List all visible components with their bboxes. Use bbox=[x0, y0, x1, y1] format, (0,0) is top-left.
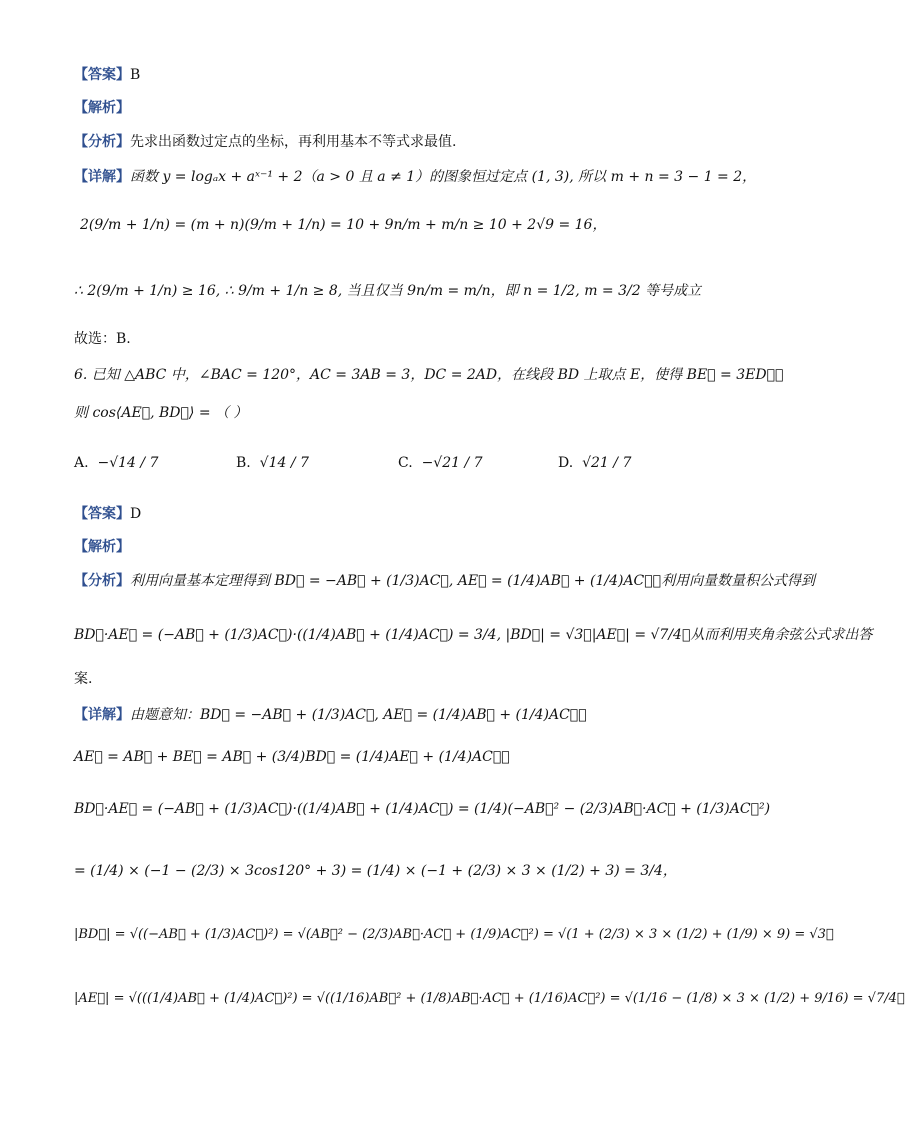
q5-fenxi-line: 【分析】先求出函数过定点的坐标，再利用基本不等式求最值. bbox=[74, 134, 457, 150]
option-d: D. √21 / 7 bbox=[558, 455, 632, 471]
q6-detail-line3: BD⃗·AE⃗ = (−AB⃗ + (1/3)AC⃗)·((1/4)AB⃗ + (1/4)AC⃗) = (1/4)(−AB⃗² − (2/3)AB⃗·AC⃗ + (1/3)AC⃗²) bbox=[74, 801, 771, 817]
q6-detail-line4: = (1/4) × (−1 − (2/3) × 3cos120° + 3) = (1/4) × (−1 + (2/3) × 3 × (1/2) + 3) = 3/4， bbox=[74, 863, 677, 879]
q6-fenxi-line3: 案. bbox=[74, 671, 93, 687]
q5-detail-line1: 【详解】函数 y = logₐx + aˣ⁻¹ + 2（a > 0 且 a ≠ 1）的图象恒过定点 (1, 3), 所以 m + n = 3 − 1 = 2， bbox=[74, 169, 757, 185]
answer-value: B bbox=[130, 67, 141, 83]
q6-fenxi-line2: BD⃗·AE⃗ = (−AB⃗ + (1/3)AC⃗)·((1/4)AB⃗ + (1/4)AC⃗) = 3/4, |BD⃗| = √3，|AE⃗| = √7/4，从而利用夹角余弦公式求出答 bbox=[74, 627, 873, 643]
q6-detail-line2: AE⃗ = AB⃗ + BE⃗ = AB⃗ + (3/4)BD⃗ = (1/4)AE⃗ + (1/4)AC⃗， bbox=[74, 749, 510, 765]
q6-stem-line1: 6. 已知 △ABC 中，∠BAC = 120°，AC = 3AB = 3，DC = 2AD，在线段 BD 上取点 E，使得 BE⃗ = 3ED⃗， bbox=[74, 367, 784, 383]
q5-fenxi-text: 先求出函数过定点的坐标，再利用基本不等式求最值. bbox=[130, 134, 457, 150]
answer-value: D bbox=[130, 506, 142, 522]
q6-analysis-heading: 【解析】 bbox=[74, 539, 130, 555]
q6-answer-line: 【答案】D bbox=[74, 506, 142, 522]
q5-choice: 故选：B. bbox=[74, 331, 131, 347]
q5-detail-line3: ∴ 2(9/m + 1/n) ≥ 16, ∴ 9/m + 1/n ≥ 8, 当且仅当 9n/m = m/n，即 n = 1/2, m = 3/2 等号成立 bbox=[74, 283, 702, 299]
q6-detail-line6: |AE⃗| = √(((1/4)AB⃗ + (1/4)AC⃗)²) = √((1/16)AB⃗² + (1/8)AB⃗·AC⃗ + (1/16)AC⃗²) = √(1/16 − (1/8) × 3 × (1/2) + 9/16) = √7/4， bbox=[74, 991, 905, 1006]
q6-fenxi-line1: 【分析】利用向量基本定理得到 BD⃗ = −AB⃗ + (1/3)AC⃗, AE⃗ = (1/4)AB⃗ + (1/4)AC⃗，利用向量数量积公式得到 bbox=[74, 573, 816, 589]
option-b: B. √14 / 7 bbox=[236, 455, 309, 471]
analysis-tag: 解析 bbox=[88, 100, 116, 116]
answer-tag: 【答案】 bbox=[74, 67, 130, 83]
q6-stem-line2: 则 cos⟨AE⃗, BD⃗⟩ = （ ） bbox=[74, 405, 248, 421]
option-c: C. −√21 / 7 bbox=[398, 455, 483, 471]
option-a: A. −√14 / 7 bbox=[74, 455, 159, 471]
q5-answer-line bbox=[74, 64, 140, 86]
q5-detail-line2: 2(9/m + 1/n) = (m + n)(9/m + 1/n) = 10 + 9n/m + m/n ≥ 10 + 2√9 = 16， bbox=[80, 217, 607, 233]
q6-detail-line1: 【详解】由题意知：BD⃗ = −AB⃗ + (1/3)AC⃗, AE⃗ = (1/4)AB⃗ + (1/4)AC⃗， bbox=[74, 707, 587, 723]
q6-detail-line5: |BD⃗| = √((−AB⃗ + (1/3)AC⃗)²) = √(AB⃗² − (2/3)AB⃗·AC⃗ + (1/9)AC⃗²) = √(1 + (2/3) × 3 × (1/2) + (1/9) × 9) = √3， bbox=[74, 927, 834, 942]
q5-analysis-heading: 【解析】 bbox=[74, 100, 130, 116]
